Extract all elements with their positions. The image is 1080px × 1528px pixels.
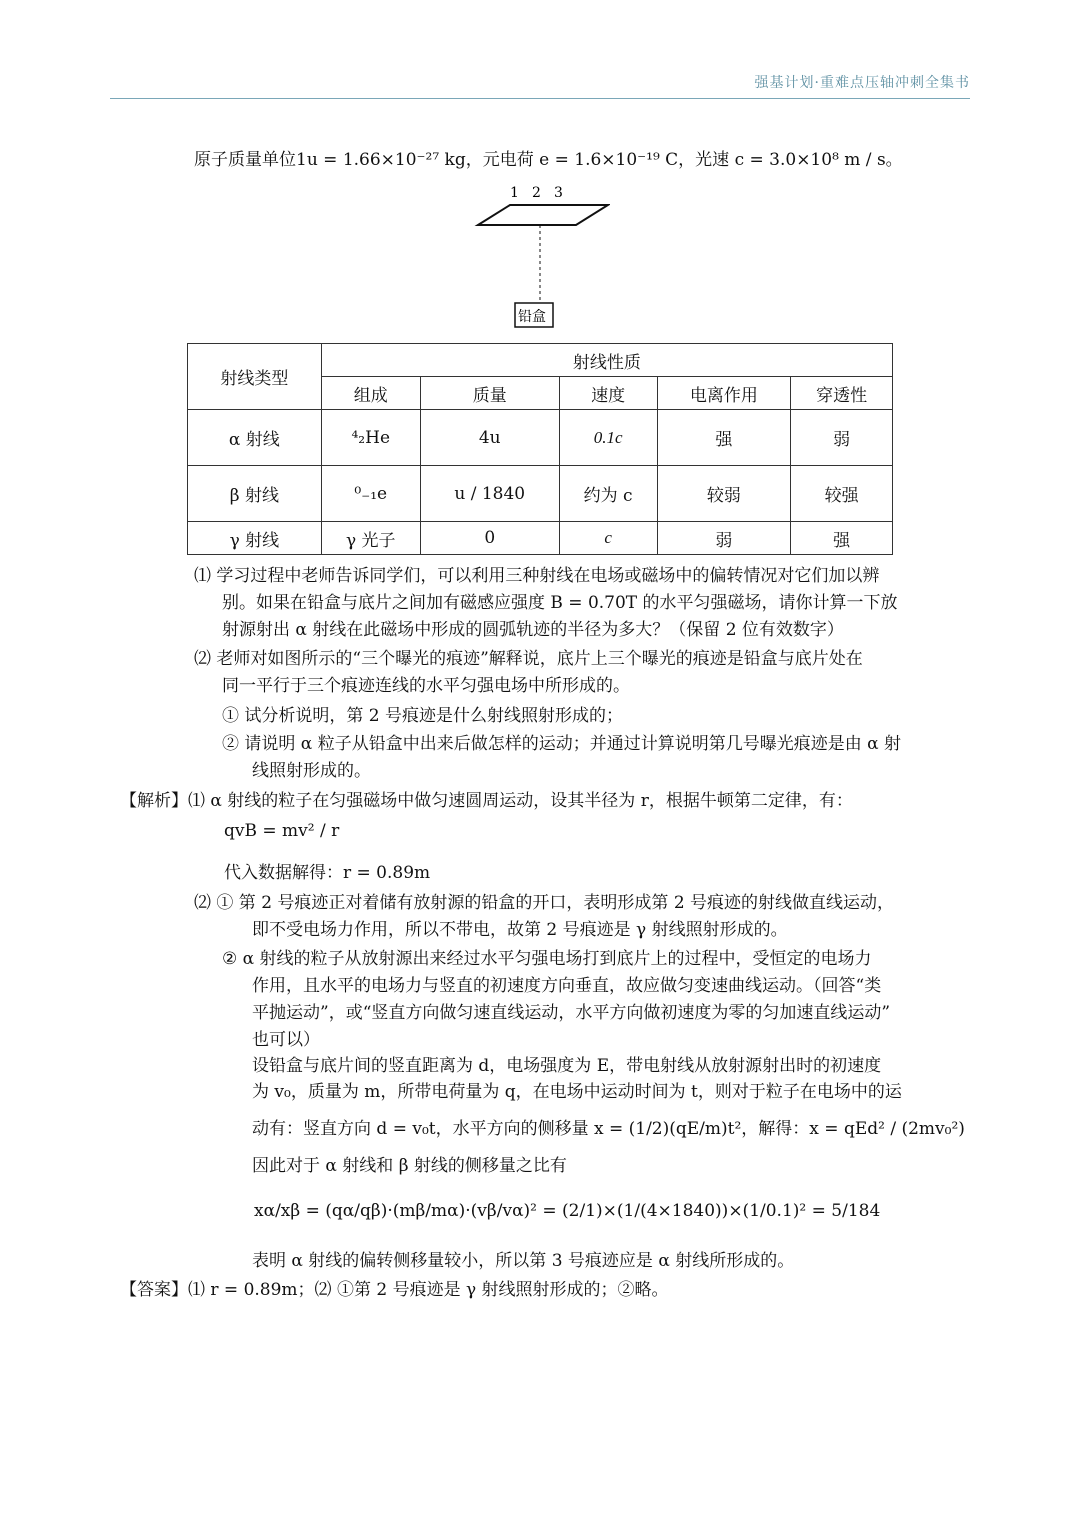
box-label: 铅盒 [518,309,546,325]
trace-label: 1 [510,185,519,201]
table-cell: 0.1c [559,410,657,466]
question-line: 别。如果在铅盒与底片之间加有磁感应强度 B = 0.70T 的水平匀强磁场，请你计算一下放 [222,593,898,613]
table-cell: 较弱 [657,466,791,522]
question-line: 同一平行于三个痕迹连线的水平匀强电场中所形成的。 [222,676,630,696]
trace-label: 2 [532,185,541,201]
question-line: ① 试分析说明，第 2 号痕迹是什么射线照射形成的； [222,706,624,726]
trace-label: 3 [554,185,563,201]
header-cell: 穿透性 [791,377,893,410]
question-line: ⑵ 老师对如图所示的“三个曝光的痕迹”解释说，底片上三个曝光的痕迹是铅盒与底片处在 [194,649,863,669]
question-line: ② 请说明 α 粒子从铅盒中出来后做怎样的运动；并通过计算说明第几号曝光痕迹是由 α 射 [222,734,901,754]
question-line: 线照射形成的。 [252,761,371,781]
solution-line: 即不受电场力作用，所以不带电，故第 2 号痕迹是 γ 射线照射形成的。 [252,920,788,940]
question-line: ⑴ 学习过程中老师告诉同学们，可以利用三种射线在电场或磁场中的偏转情况对它们加以辨 [194,566,880,586]
solution-line: 为 v₀，质量为 m，所带电荷量为 q，在电场中运动时间为 t，则对于粒子在电场中的运 [252,1082,902,1102]
solution-line: 作用，且水平的电场力与竖直的初速度方向垂直，故应做匀变速曲线运动。（回答“类 [252,976,882,996]
table-cell: β 射线 [188,466,322,522]
table-cell: γ 光子 [321,522,420,555]
table-cell: 弱 [657,522,791,555]
table-cell: α 射线 [188,410,322,466]
header-cell: 电离作用 [657,377,791,410]
table-cell: 0 [420,522,559,555]
table-cell: 强 [657,410,791,466]
question-line: 射源射出 α 射线在此磁场中形成的圆弧轨迹的半径为多大？（保留 2 位有效数字） [222,620,844,640]
page-header [110,72,970,99]
solution-line: 设铅盒与底片间的竖直距离为 d，电场强度为 E，带电射线从放射源射出时的初速度 [252,1056,882,1076]
header-cell: 射线性质 [321,344,892,377]
table-cell: 约为 c [559,466,657,522]
table-cell: 4u [420,410,559,466]
solution-line: 【解析】⑴ α 射线的粒子在匀强磁场中做匀速圆周运动，设其半径为 r，根据牛顿第二定律，有： [120,791,853,811]
solution-line: 【答案】⑴ r = 0.89m；⑵ ①第 2 号痕迹是 γ 射线照射形成的；②略。 [120,1280,669,1300]
solution-line: 平抛运动”，或“竖直方向做匀速直线运动，水平方向做初速度为零的匀加速直线运动” [252,1003,891,1023]
solution-line: 动有：竖直方向 d = v₀t，水平方向的侧移量 x = (1/2)(qE/m)t²，解得：x = qEd² / (2mv₀²) [252,1119,965,1139]
solution-line: 代入数据解得：r = 0.89m [224,863,431,883]
table-cell: 较强 [791,466,893,522]
table-cell: u / 1840 [420,466,559,522]
header-cell: 组成 [321,377,420,410]
solution-line: qvB = mv² / r [224,821,340,841]
ray-properties-table [187,343,893,555]
header-cell: 质量 [420,377,559,410]
header-cell: 速度 [559,377,657,410]
header-cell: 射线类型 [188,344,322,410]
film-plate [478,205,608,225]
constants-line: 原子质量单位1u = 1.66×10⁻²⁷ kg，元电荷 e = 1.6×10⁻¹⁹ C，光速 c = 3.0×10⁸ m / s。 [194,150,903,170]
table-cell: ⁰₋₁e [321,466,420,522]
solution-line: xα/xβ = (qα/qβ)·(mβ/mα)·(vβ/vα)² = (2/1)×(1/(4×1840))×(1/0.1)² = 5/184 [254,1201,881,1221]
header-title: 强基计划·重难点压轴冲刺全集书 [754,75,970,91]
solution-line: ⑵ ① 第 2 号痕迹正对着储有放射源的铅盒的开口，表明形成第 2 号痕迹的射线做直线运动， [194,893,895,913]
table-cell: 弱 [791,410,893,466]
table-cell: c [559,522,657,555]
solution-line: ② α 射线的粒子从放射源出来经过水平匀强电场打到底片上的过程中，受恒定的电场力 [222,949,872,969]
experiment-diagram [470,185,610,330]
solution-line: 表明 α 射线的偏转侧移量较小，所以第 3 号痕迹应是 α 射线所形成的。 [252,1251,795,1271]
solution-line: 因此对于 α 射线和 β 射线的侧移量之比有 [252,1156,567,1176]
solution-line: 也可以） [252,1030,320,1050]
table-cell: ⁴₂He [321,410,420,466]
table-cell: 强 [791,522,893,555]
table-cell: γ 射线 [188,522,322,555]
